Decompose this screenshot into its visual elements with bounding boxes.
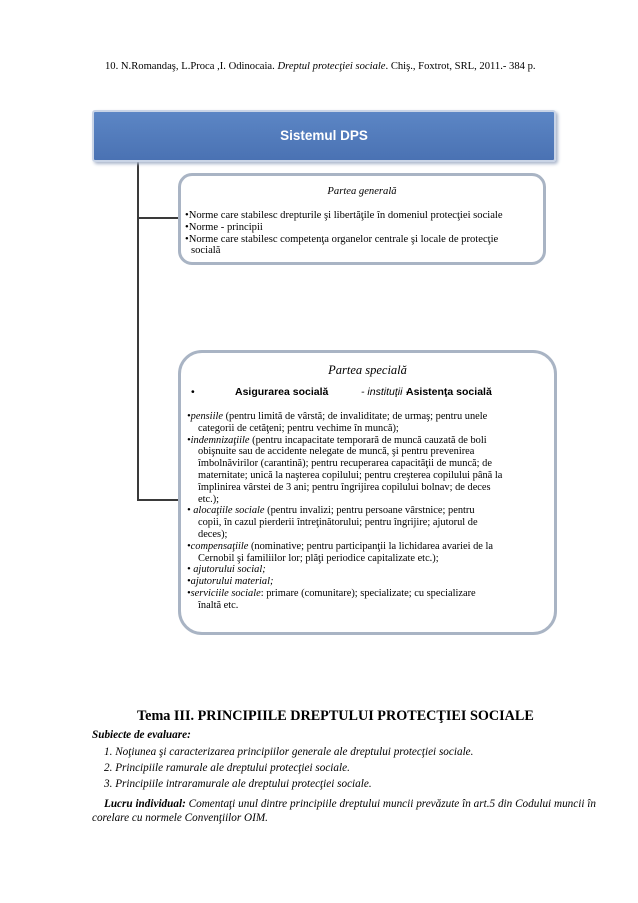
- special-item-continuation: împlinirea vârstei de 3 ani; pentru îngrijirea copilului bolnav; de deces: [198, 481, 491, 493]
- special-item: [187, 435, 548, 506]
- reference-authors: N.Romandaş, L.Proca ,I. Odinocaia.: [120, 61, 275, 72]
- connector-to-special: [137, 499, 179, 501]
- special-item: [187, 576, 548, 588]
- special-item-continuation: etc.);: [198, 493, 220, 505]
- special-item-lead: •indemnizaţiile: [187, 434, 250, 446]
- header-bullet: •: [191, 386, 195, 398]
- subjects-label: Subiecte de evaluare:: [92, 729, 191, 741]
- special-part-box: [178, 350, 557, 635]
- reference-title: Dreptul protecţiei sociale: [277, 61, 386, 72]
- special-item-lead: •pensiile: [187, 411, 223, 422]
- individual-work: [92, 797, 596, 825]
- special-part-header: [191, 387, 551, 399]
- special-item-continuation: obişnuite sau de accidente nelegate de muncă, şi pentru prevenirea: [198, 446, 475, 458]
- reference-publisher: . Chiş., Foxtrot, SRL, 2011.- 384 p.: [385, 61, 536, 72]
- header-social-assistance: Asistenţa socială: [406, 386, 492, 398]
- special-item-text: (pentru incapacitate temporară de muncă cauzată de boli: [249, 434, 487, 446]
- bibliography-reference: [105, 60, 625, 73]
- theme-title: Tema III. PRINCIPIILE DREPTULUI PROTECŢIEI SOCIALE: [137, 708, 534, 724]
- special-item-lead: • alocaţiile sociale: [187, 505, 265, 517]
- subject-item: 3. Principiile intraramurale ale dreptului protecţiei sociale.: [104, 778, 372, 790]
- special-item: [187, 588, 548, 612]
- general-item: •Norme care stabilesc drepturile şi libertăţile în domeniul protecţiei sociale: [185, 210, 503, 221]
- subject-item: 2. Principiile ramurale ale dreptului protecţiei sociale.: [104, 762, 350, 774]
- connector-vertical: [137, 158, 139, 500]
- header-social-insurance: Asigurarea socială: [235, 386, 329, 398]
- special-item-lead: • ajutorului social;: [187, 564, 266, 576]
- reference-number: 10.: [105, 61, 119, 72]
- special-item-continuation: Cernobil şi familiilor lor; plăţi periodice capitalizate etc.);: [198, 552, 439, 564]
- special-item-text: (pentru invalizi; pentru persoane vârstnice; pentru: [264, 505, 475, 517]
- general-part-list: [185, 210, 539, 257]
- special-item-continuation: copii, în cazul pierderii întreţinătorului; pentru îngrijire; ajutorul de: [198, 517, 478, 529]
- individual-work-label: Lucru individual:: [104, 798, 186, 810]
- general-item: •Norme care stabilesc competenţa organelor centrale şi locale de protecţie: [185, 233, 499, 245]
- header-institutions: - instituţii -: [361, 386, 409, 398]
- special-item-text: (pentru limită de vârstă; de invaliditate; de urmaş; pentru unele: [222, 411, 488, 422]
- special-item: [187, 541, 548, 565]
- general-part-title: Partea generală: [327, 186, 397, 197]
- general-item: socială: [191, 245, 221, 257]
- dps-header-box: [92, 110, 556, 162]
- connector-to-general: [137, 217, 179, 219]
- special-item-continuation: maternitate; unică la naşterea copilului; pentru creşterea copilului până la: [198, 469, 503, 481]
- dps-title: Sistemul DPS: [280, 128, 368, 143]
- special-item: [187, 505, 548, 540]
- special-item: [187, 564, 548, 576]
- special-item: [187, 411, 548, 435]
- special-item-continuation: îmbolnăvirilor (carantină); pentru recuperarea capacităţii de muncă; de: [198, 458, 492, 470]
- general-item: •Norme - principii: [185, 221, 263, 233]
- general-part-box: [178, 173, 546, 265]
- subject-item: 1. Noţiunea şi caracterizarea principiilor generale ale dreptului protecţiei sociale.: [104, 746, 474, 758]
- special-part-title: Partea specială: [328, 363, 407, 377]
- individual-work-text: Comentaţi unul dintre principiile dreptului muncii prevăzute în art.5 din Codului muncii în corelare cu normele Convenţiilor OIM.: [92, 798, 596, 824]
- special-part-list: [187, 411, 548, 612]
- special-item-lead: •compensaţiile: [187, 540, 249, 552]
- special-item-continuation: categorii de cetăţeni; pentru vechime în muncă);: [198, 422, 399, 434]
- special-item-lead: •ajutorului material;: [187, 576, 274, 588]
- special-item-continuation: deces);: [198, 528, 228, 540]
- special-item-lead: •serviciile sociale: [187, 587, 261, 599]
- special-item-text: : primare (comunitare); specializate; cu specializare: [260, 587, 476, 599]
- special-item-continuation: înaltă etc.: [198, 599, 239, 611]
- special-item-text: (nominative; pentru participanţii la lichidarea avariei de la: [248, 540, 494, 552]
